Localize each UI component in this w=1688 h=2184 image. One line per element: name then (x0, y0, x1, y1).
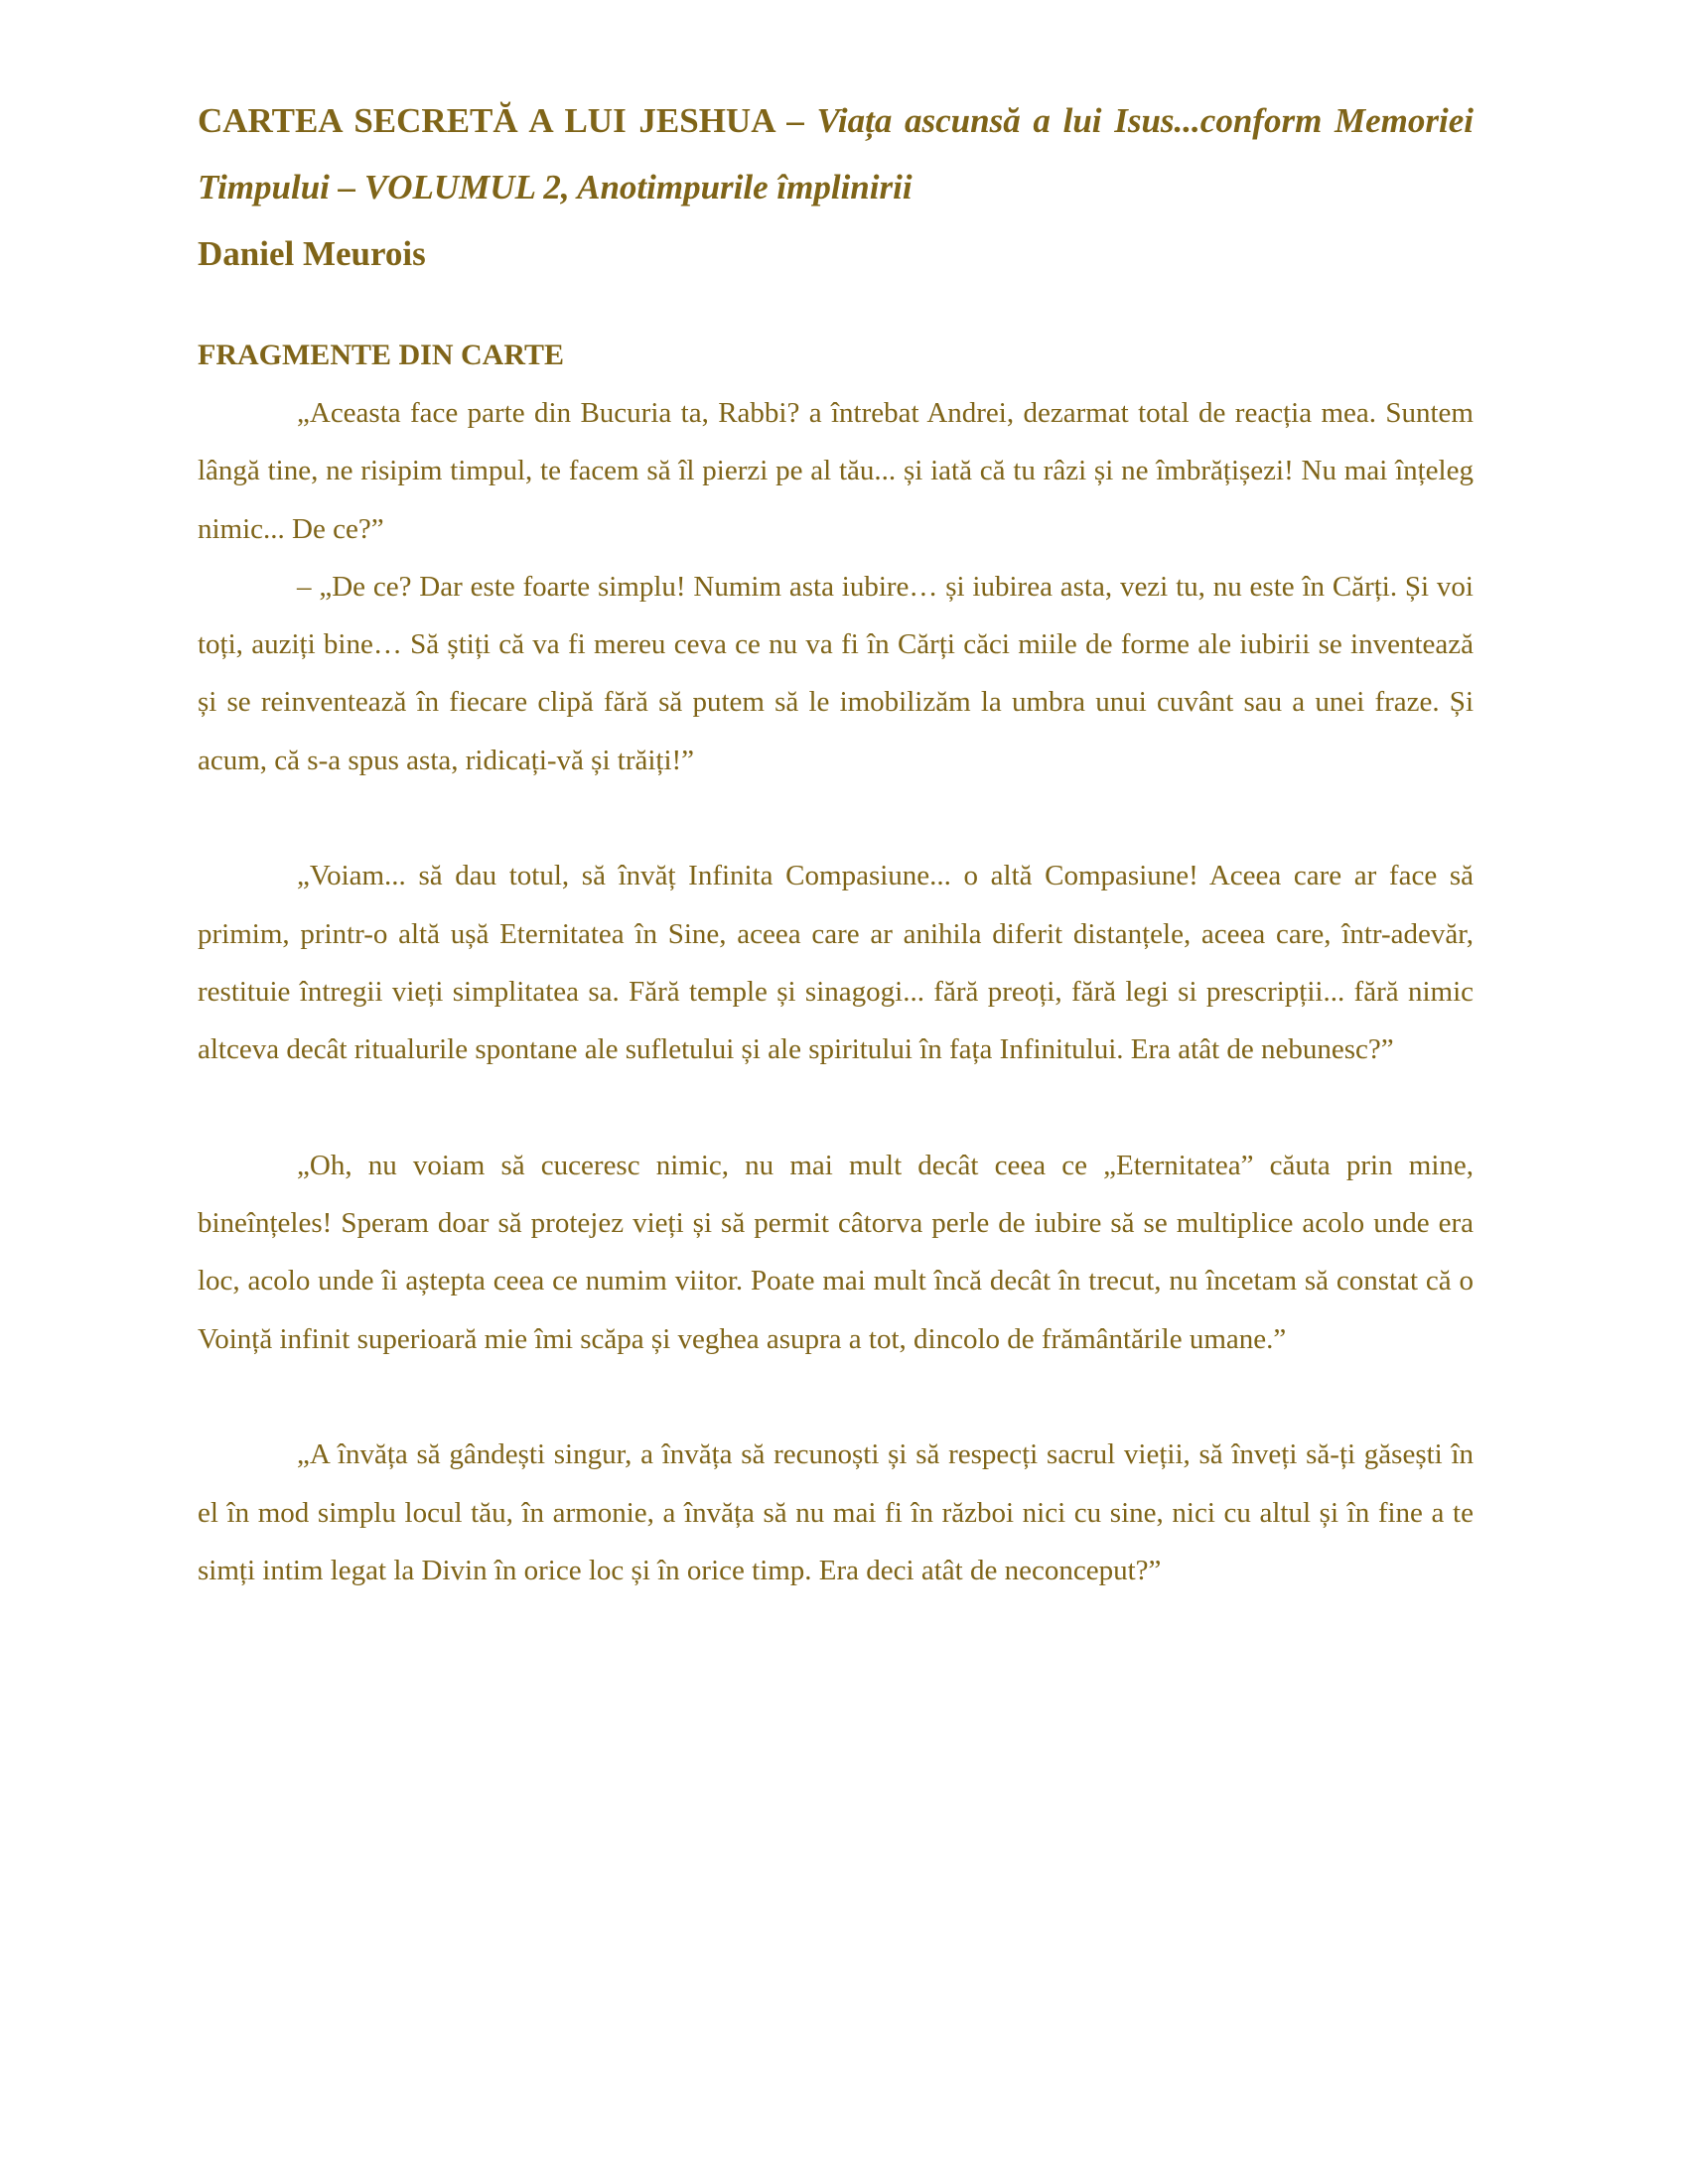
excerpt-paragraph: „Oh, nu voiam să cuceresc nimic, nu mai mult decât ceea ce „Eternitatea” căuta prin mine, bineînțeles! Speram doar să protejez vieți și să permit câtorva perle de iubire să se multiplice acolo unde era loc, acolo unde îi aștepta ceea ce numim viitor. Poate mai mult încă decât în trecut, nu încetam să constat că o Voință infinit superioară mie îmi scăpa și veghea asupra a tot, dincolo de frământările umane.” (198, 1149, 1474, 1355)
section-heading: FRAGMENTE DIN CARTE (198, 339, 564, 371)
excerpt-paragraph: – „De ce? Dar este foarte simplu! Numim asta iubire… și iubirea asta, vezi tu, nu este în Cărți. Și voi toți, auziți bine… Să știți că va fi mereu ceva ce nu va fi în Cărți căci miile de forme ale iubirii se inventează și se reinventează în fiecare clipă fără să putem să le imobilizăm la umbra unui cuvânt sau a unei fraze. Și acum, că s-a spus asta, ridicați-vă și trăiți!” (198, 570, 1474, 776)
excerpt-paragraph: „A învăța să gândești singur, a învăța să recunoști și să respecți sacrul vieții, să înveți să-ți găsești în el în mod simplu locul tău, în armonie, a învăța să nu mai fi în război nici cu sine, nici cu altul și în fine a te simți intim legat la Divin în orice loc și în orice timp. Era deci atât de neconceput?” (198, 1438, 1474, 1586)
document-page (198, 87, 1474, 1599)
author-name: Daniel Meurois (198, 234, 426, 273)
excerpt-paragraph: „Voiam... să dau totul, să învăț Infinita Compasiune... o altă Compasiune! Aceea care ar face să primim, printr-o altă ușă Eternitatea în Sine, aceea care ar anihila diferit distanțele, aceea care, într-adevăr, restituie întregii vieți simplitatea sa. Fără temple și sinagogi... fără preoți, fără legi si prescripții... fără nimic altceva decât ritualurile spontane ale sufletului și ale spiritului în fața Infinitului. Era atât de nebunesc?” (198, 860, 1474, 1066)
book-title (198, 87, 1474, 220)
book-title-main: CARTEA SECRETĂ A LUI JESHUA – (198, 101, 817, 140)
book-subtitle: Viața ascunsă a lui Isus...conform Memoriei Timpului – VOLUMUL 2, Anotimpurile împlinirii (198, 101, 1474, 206)
excerpt-paragraph: „Aceasta face parte din Bucuria ta, Rabbi? a întrebat Andrei, dezarmat total de reacția mea. Suntem lângă tine, ne risipim timpul, te facem să îl pierzi pe al tău... și iată că tu râzi și ne îmbrățișezi! Nu mai înțeleg nimic... De ce?” (198, 397, 1474, 545)
